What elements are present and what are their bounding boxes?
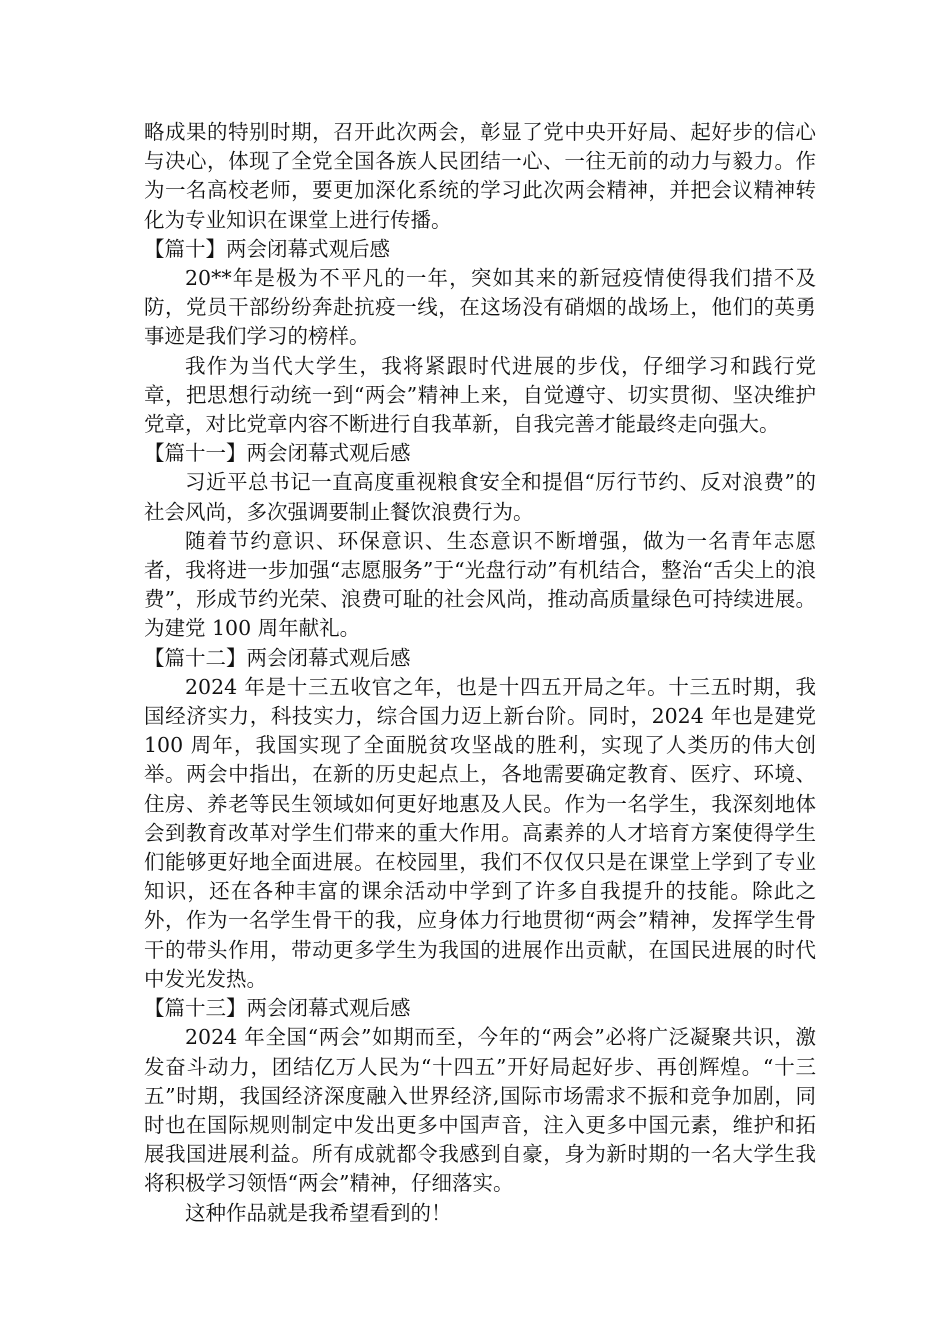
paragraph: 随着节约意识、环保意识、生态意识不断增强，做为一名青年志愿者，我将进一步加强“志愿服务”于“光盘行动”有机结合，整治“舌尖上的浪费”，形成节约光荣、浪费可耻的社会风尚，推动高质量绿色可持续进展。为建党 100 周年献礼。	[144, 528, 816, 641]
document-body	[144, 118, 816, 1228]
section-heading-10: 【篇十】两会闭幕式观后感	[144, 236, 390, 261]
paragraph: 习近平总书记一直高度重视粮食安全和提倡“厉行节约、反对浪费”的社会风尚，多次强调要制止餐饮浪费行为。	[144, 470, 816, 524]
paragraph: 我作为当代大学生，我将紧跟时代进展的步伐，仔细学习和践行党章，把思想行动统一到“两会”精神上来，自觉遵守、切实贯彻、坚决维护党章，对比党章内容不断进行自我革新，自我完善才能最终走向强大。	[144, 353, 816, 437]
section-heading-11: 【篇十一】两会闭幕式观后感	[144, 441, 411, 466]
paragraph-continued: 略成果的特别时期，召开此次两会，彰显了党中央开好局、起好步的信心与决心，体现了全党全国各族人民团结一心、一往无前的动力与毅力。作为一名高校老师，要更加深化系统的学习此次两会精神，并把会议精神转化为专业知识在课堂上进行传播。	[144, 120, 816, 232]
closing-paragraph: 这种作品就是我希望看到的！	[185, 1200, 452, 1225]
section-heading-13: 【篇十三】两会闭幕式观后感	[144, 996, 411, 1021]
paragraph: 20**年是极为不平凡的一年，突如其来的新冠疫情使得我们措不及防，党员干部纷纷奔赴抗疫一线，在这场没有硝烟的战场上，他们的英勇事迹是我们学习的榜样。	[144, 266, 816, 349]
paragraph: 2024 年是十三五收官之年，也是十四五开局之年。十三五时期，我国经济实力，科技实力，综合国力迈上新台阶。同时，2024 年也是建党 100 周年，我国实现了全面脱贫攻坚战的胜利，实现了人类历的伟大创举。两会中指出，在新的历史起点上，各地需要确定教育、医疗、环境、住房、养老等民生领域如何更好地惠及人民。作为一名学生，我深刻地体会到教育改革对学生们带来的重大作用。高素养的人才培育方案使得学生们能够更好地全面进展。在校园里，我们不仅仅只是在课堂上学到了专业知识，还在各种丰富的课余活动中学到了许多自我提升的技能。除此之外，作为一名学生骨干的我，应身体力行地贯彻“两会”精神，发挥学生骨干的带头作用，带动更多学生为我国的进展作出贡献，在国民进展的时代中发光发热。	[144, 674, 816, 991]
section-heading-12: 【篇十二】两会闭幕式观后感	[144, 645, 411, 670]
paragraph: 2024 年全国“两会”如期而至，今年的“两会”必将广泛凝聚共识，激发奋斗动力，团结亿万人民为“十四五”开好局起好步、再创辉煌。“十三五”时期，我国经济深度融入世界经济,国际市场需求不振和竞争加剧，同时也在国际规则制定中发出更多中国声音，注入更多中国元素，维护和拓展我国进展利益。所有成就都令我感到自豪，身为新时期的一名大学生我将积极学习领悟“两会”精神，仔细落实。	[144, 1025, 816, 1196]
